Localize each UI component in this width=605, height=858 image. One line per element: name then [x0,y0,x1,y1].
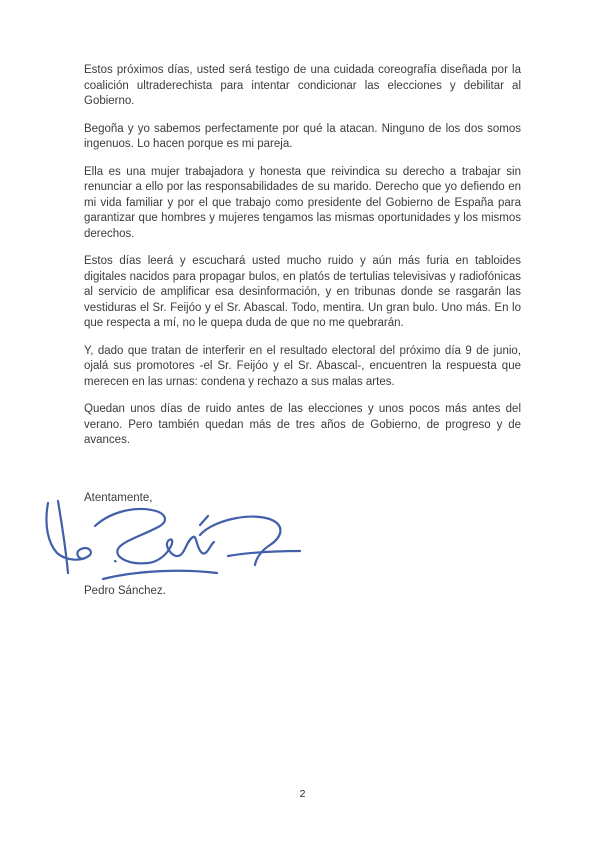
paragraph-3: Ella es una mujer trabajadora y honesta que reivindica su derecho a trabajar sin renunciar a ello por las responsabilidades de su marido. Derecho que yo defiendo en mi vida familiar y por el que trabajo como presidente del Gobierno de España para garantizar que hombres y mujeres tengamos las mismas oportunidades y los mismos derechos. [84,165,521,240]
paragraph-2: Begoña y yo sabemos perfectamente por qué la atacan. Ninguno de los dos somos ingenuos. Lo hacen porque es mi pareja. [84,122,521,150]
signature-strokes [46,501,300,579]
page-number: 2 [299,788,306,800]
paragraph-1: Estos próximos días, usted será testigo de una cuidada coreografía diseñada por la coalición ultraderechista para intentar condicionar las elecciones y debilitar al Gobierno. [84,64,521,107]
signer-name: Pedro Sánchez. [84,585,166,597]
signature-area [84,506,521,584]
letter-body [84,63,521,600]
signature-icon [44,493,304,588]
closing-salutation: Atentamente, [84,491,153,504]
paragraph-6: Quedan unos días de ruido antes de las elecciones y unos pocos más antes del verano. Pero también quedan más de tres años de Gobierno, de progreso y de avances. [84,403,521,446]
paragraph-4: Estos días leerá y escuchará usted mucho ruido y aún más furia en tabloides digitales nacidos para propagar bulos, en platós de tertulias televisivas y radiofónicas al servicio de amplificar esa desinformación, y en tribunas donde se rasgarán las vestiduras el Sr. Feijóo y el Sr. Abascal. Todo, mentira. Un gran bulo. Uno más. En lo que respecta a mí, no le quepa duda de que no me quebrarán. [84,255,521,329]
paragraph-5: Y, dado que tratan de interferir en el resultado electoral del próximo día 9 de junio, ojalá sus promotores -el Sr. Feijóo y el Sr. Abascal-, encuentren la respuesta que merecen en las urnas: condena y rechazo a sus malas artes. [84,344,521,388]
